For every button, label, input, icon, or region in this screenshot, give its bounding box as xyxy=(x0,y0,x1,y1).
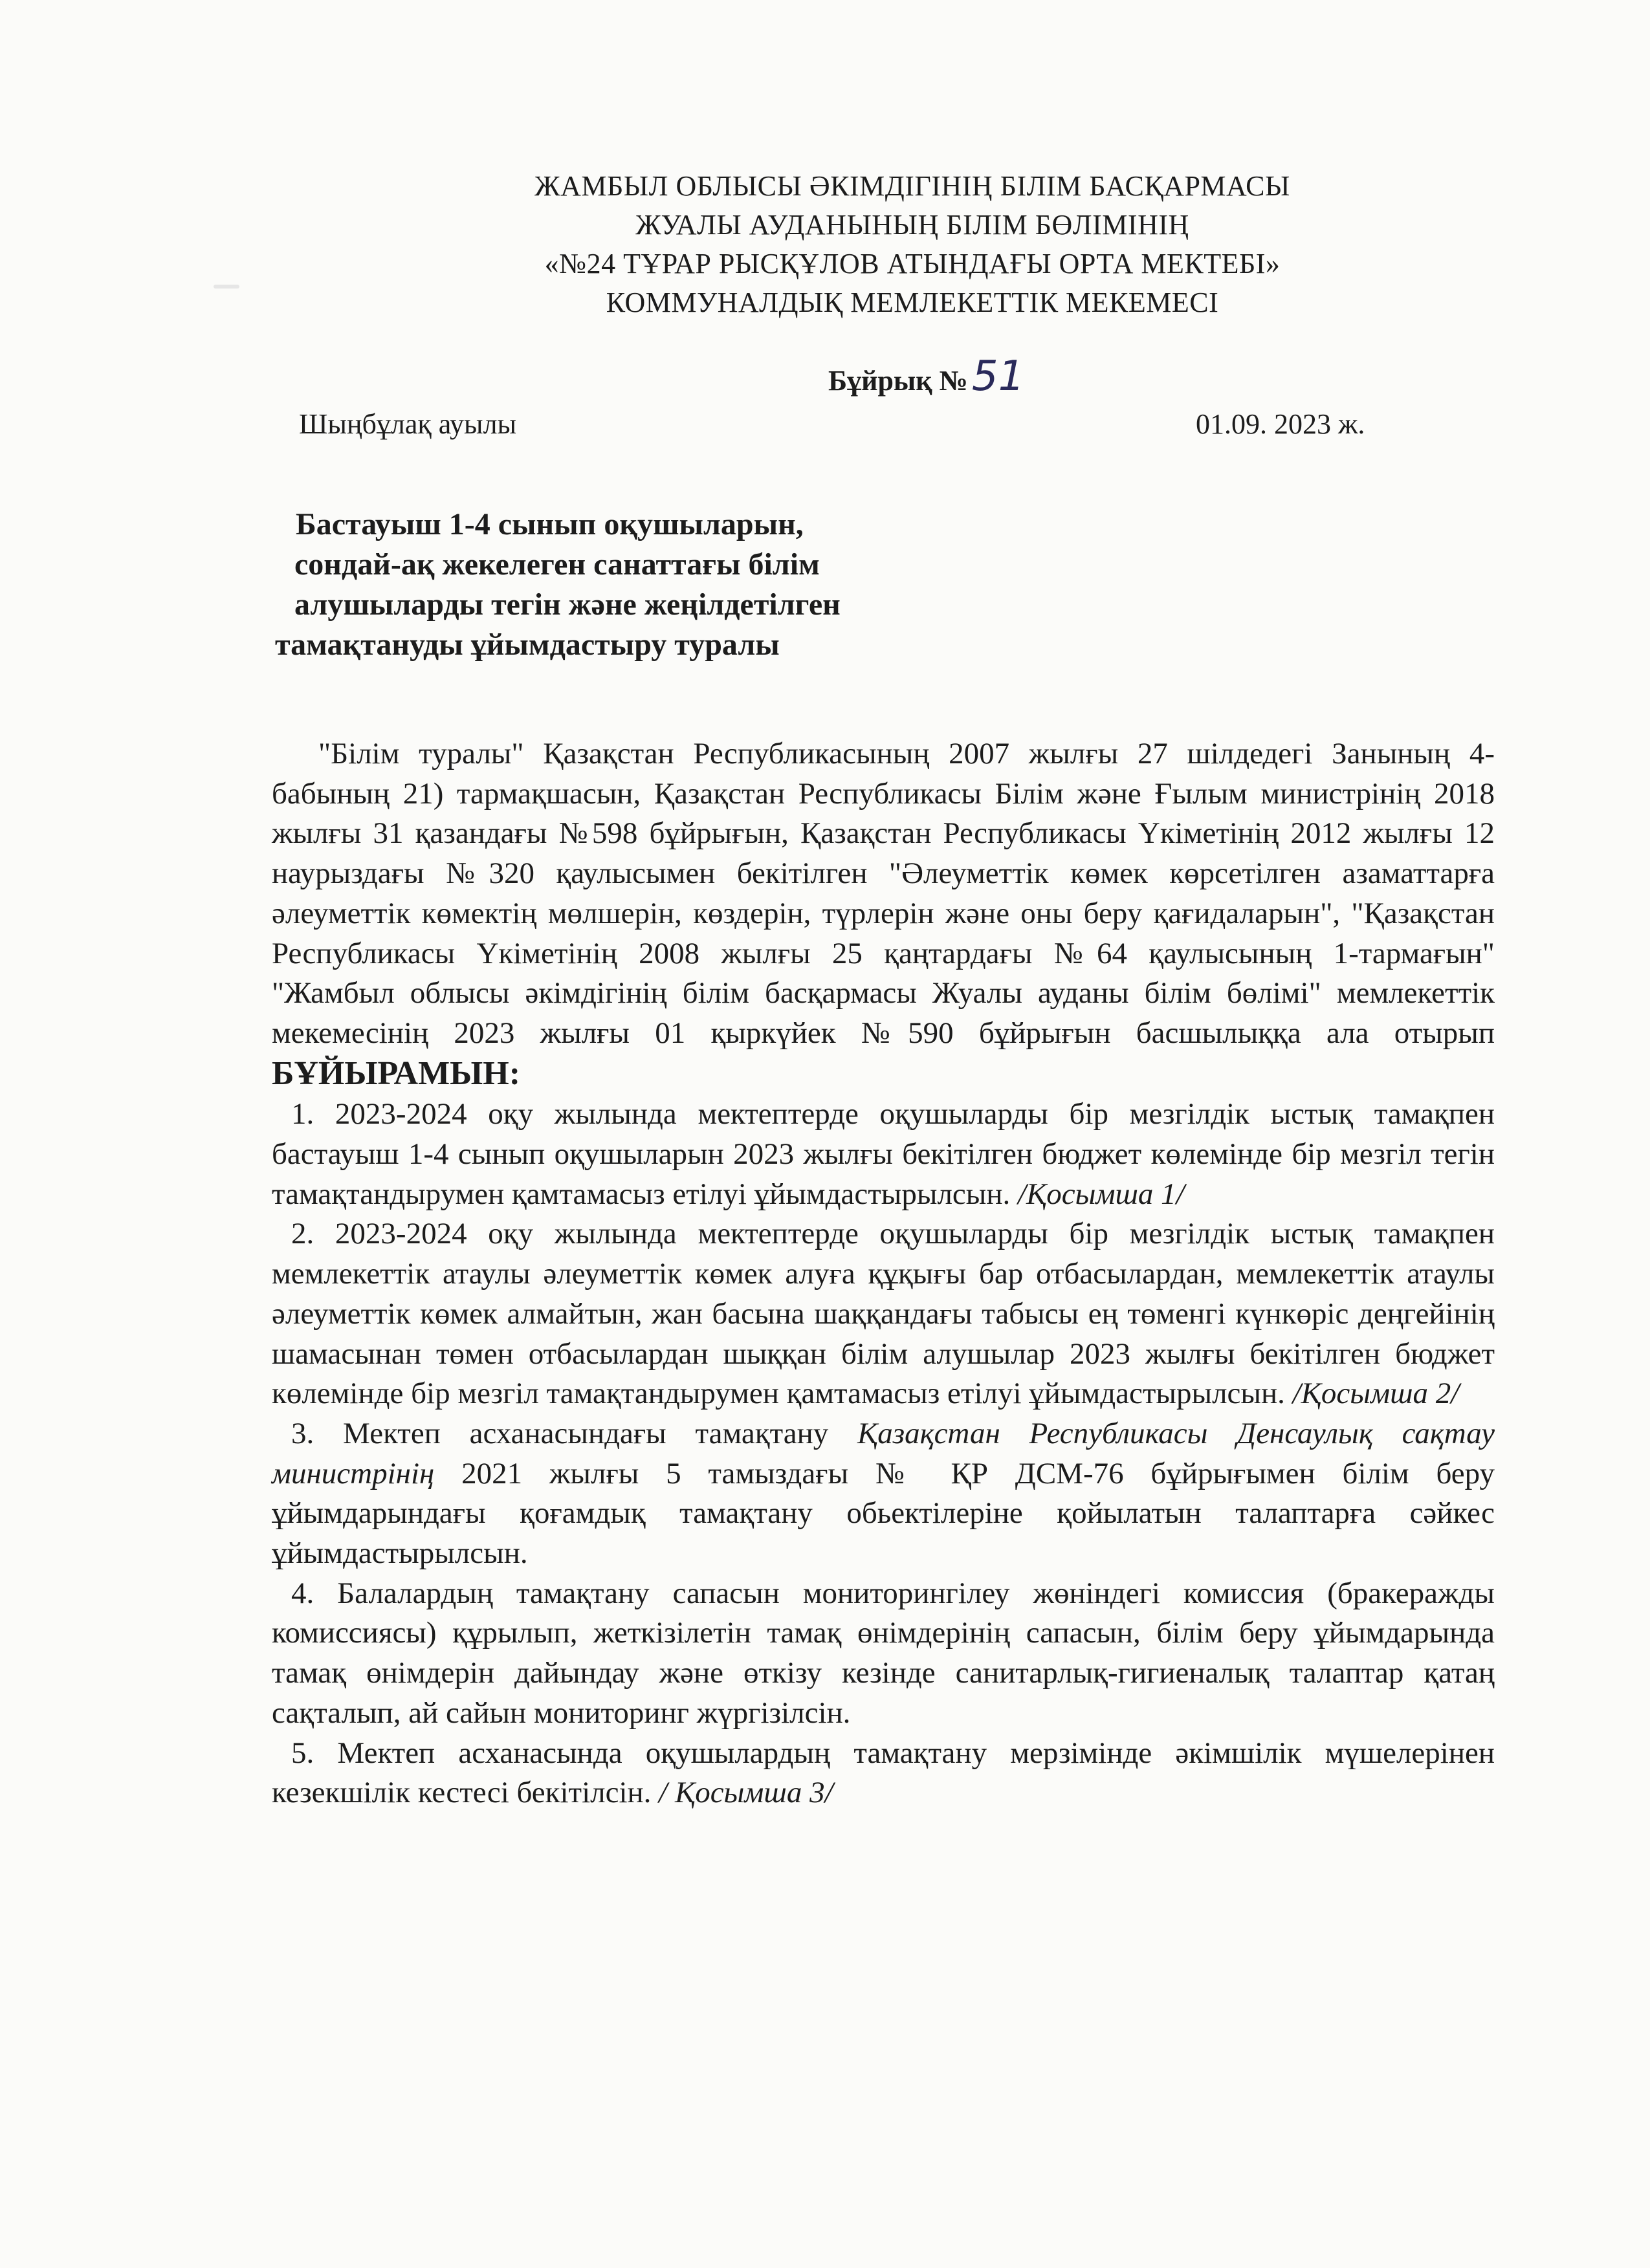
item-4-text: 4. Балалардың тамақтану сапасын мониторингілеу жөніндегі комиссия (бракеражды комиссиясы) құрылып, жеткізілетін тамақ өнімдерінің сапасын, білім беру ұйымдарында тамақ өнімдерін дайындау және өткізу кезінде санитарлық-гигиеналық талаптар қатаң сақталып, ай сайын мониторинг жүргізілсін. xyxy=(272,1576,1495,1730)
header-line-3: «№24 ТҰРАР РЫСҚҰЛОВ АТЫНДАҒЫ ОРТА МЕКТЕБІ» xyxy=(544,248,1281,279)
item-2-text: 2. 2023-2024 оқу жылында мектептерде оқушыларды бір мезгілдік ыстық тамақпен мемлекеттік атаулы әлеуметтік көмек алуға құқығы бар отбасылардан, мемлекеттік атаулы әлеуметтік көмек алмайтын, жан басына шаққандағы табысы ең төменгі күнкөріс деңгейінің шамасынан төмен отбасылардан шыққан білім алушылар 2023 жылғы бекітілген бюджет көлемінде бір мезгіл тамақтандырумен қамтамасыз етілуі ұйымдастырылсын. xyxy=(272,1217,1495,1411)
subject-line-1: Бастауыш 1-4 сынып оқушыларын, xyxy=(296,507,804,541)
order-keyword: БҰЙЫРАМЫН: xyxy=(272,1054,521,1092)
item-5 xyxy=(272,1734,1495,1813)
intro-text: "Білім туралы" Қазақстан Республикасының 2007 жылғы 27 шілдедегі Занының 4-бабының 21) тармақшасын, Қазақстан Республикасы Білім және Ғылым министрінің 2018 жылғы 31 қазандағы №598 бұйрығын, Қазақстан Республикасы Үкіметінің 2012 жылғы 12 наурыздағы №320 қаулысымен бекітілген "Әлеуметтік көмек көрсетілген азаматтарға әлеуметтік көмектің мөлшерін, көздерін, түрлерін және оны беру қағидаларын", "Қазақстан Республикасы Үкіметінің 2008 жылғы 25 қаңтардағы №64 қаулысының 1-тармағын" "Жамбыл облысы әкімдігінің білім басқармасы Жуалы ауданы білім бөлімі" мемлекеттік мекемесінің 2023 жылғы 01 қыркүйек №590 бұйрығын басшылыққа ала отырып xyxy=(272,737,1495,1050)
subject-line-2: сондай-ақ жекелеген санаттағы білім xyxy=(294,547,820,582)
header-line-2: ЖУАЛЫ АУДАНЫНЫҢ БІЛІМ БӨЛІМІНІҢ xyxy=(635,209,1189,241)
item-3-ministry: Қазақстан Республикасы Денсаулық сақтау министрінің xyxy=(272,1416,1495,1490)
order-label: Бұйрық № xyxy=(828,365,968,397)
header-line-1: ЖАМБЫЛ ОБЛЫСЫ ӘКІМДІГІНІҢ БІЛІМ БАСҚАРМАСЫ xyxy=(534,170,1290,202)
header-line-4: КОММУНАЛДЫҚ МЕМЛЕКЕТТІК МЕКЕМЕСІ xyxy=(606,287,1219,318)
document-date: 01.09. 2023 ж. xyxy=(1196,408,1365,440)
item-1-appendix-ref: /Қосымша 1/ xyxy=(1018,1177,1185,1211)
item-2-appendix-ref: /Қосымша 2/ xyxy=(1292,1377,1460,1411)
intro-paragraph xyxy=(272,734,1495,1095)
document-header xyxy=(362,167,1462,322)
item-3-text-after: 2021 жылғы 5 тамыздағы № ҚР ДСМ-76 бұйрығымен білім беру ұйымдарындағы қоғамдық тамақтану обьектілеріне қойылатын талаптарға сәйкес ұйымдастырылсын. xyxy=(272,1456,1495,1571)
item-3-text-before: 3. Мектеп асханасындағы тамақтану xyxy=(291,1416,858,1450)
place-name: Шыңбұлақ ауылы xyxy=(299,408,517,440)
item-5-text: 5. Мектеп асханасында оқушылардың тамақтану мерзімінде әкімшілік мүшелерінен кезекшілік кестесі бекітілсін. xyxy=(272,1736,1495,1810)
document-body xyxy=(272,734,1495,1813)
item-1-text: 1. 2023-2024 оқу жылында мектептерде оқушыларды бір мезгілдік ыстық тамақпен бастауыш 1-4 сынып оқушыларын 2023 жылғы бекітілген бюджет көлемінде бір мезгіл тегін тамақтандырумен қамтамасыз етілуі ұйымдастырылсын. xyxy=(272,1097,1495,1211)
item-1 xyxy=(272,1095,1495,1214)
subject-line-3: алушыларды тегін және жеңілдетілген xyxy=(294,587,841,622)
order-title xyxy=(828,353,1024,400)
item-5-appendix-ref: / Қосымша 3/ xyxy=(659,1776,833,1810)
order-subject xyxy=(275,505,1051,665)
order-number-handwritten: 51 xyxy=(971,353,1025,400)
scan-artifact xyxy=(214,285,239,289)
item-3 xyxy=(272,1414,1495,1574)
subject-line-4: тамақтануды ұйымдастыру туралы xyxy=(275,627,780,662)
item-4 xyxy=(272,1574,1495,1734)
item-2 xyxy=(272,1214,1495,1414)
